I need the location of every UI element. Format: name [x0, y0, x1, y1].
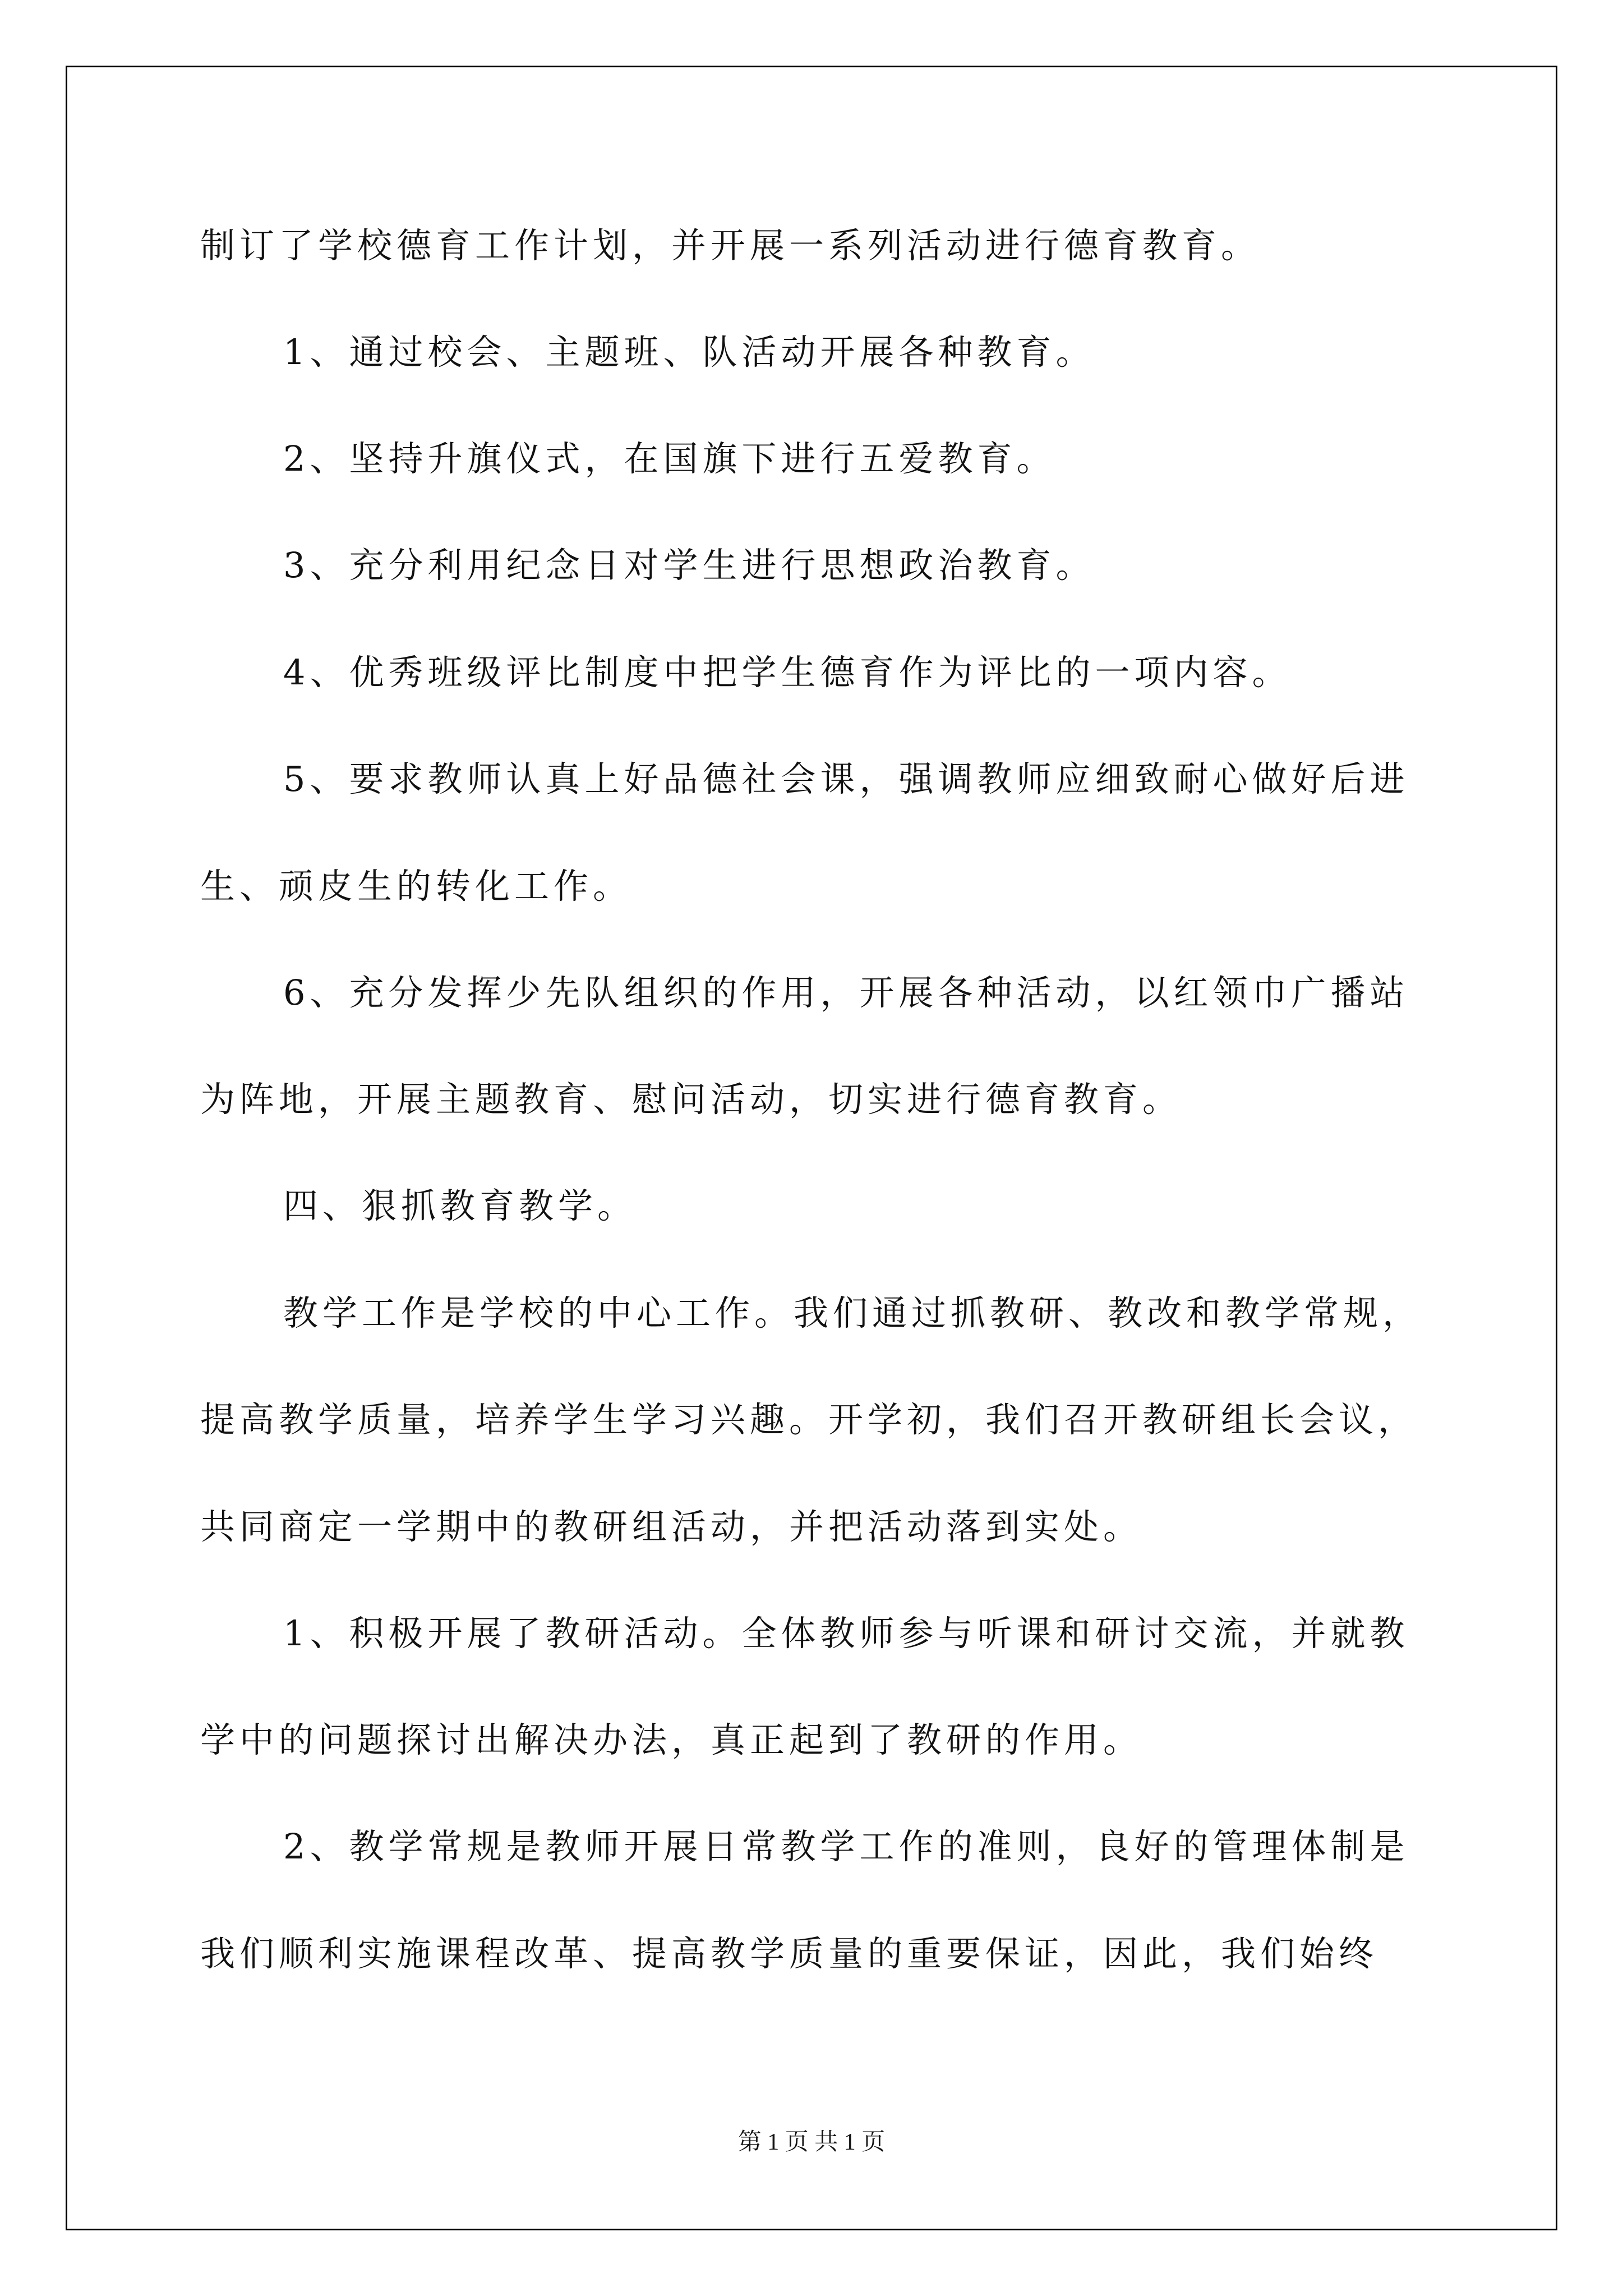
paragraph-line-7: 生、顽皮生的转化工作。	[200, 866, 633, 907]
paragraph-line-5: 4、优秀班级评比制度中把学生德育作为评比的一项内容。	[283, 652, 1292, 693]
paragraph-line-11: 教学工作是学校的中心工作。我们通过抓教研、教改和教学常规，	[283, 1292, 1422, 1333]
page-border	[66, 66, 1557, 2230]
paragraph-line-14: 1、积极开展了教研活动。全体教师参与听课和研讨交流，并就教	[283, 1613, 1409, 1654]
paragraph-line-17: 我们顺利实施课程改革、提高教学质量的重要保证，因此，我们始终	[200, 1933, 1378, 1974]
paragraph-line-15: 学中的问题探讨出解决办法，真正起到了教研的作用。	[200, 1719, 1143, 1760]
paragraph-line-6: 5、要求教师认真上好品德社会课，强调教师应细致耐心做好后进	[283, 758, 1409, 799]
paragraph-line-8: 6、充分发挥少先队组织的作用，开展各种活动，以红领巾广播站	[283, 972, 1409, 1013]
paragraph-line-2: 1、通过校会、主题班、队活动开展各种教育。	[283, 332, 1095, 372]
paragraph-line-13: 共同商定一学期中的教研组活动，并把活动落到实处。	[200, 1506, 1143, 1547]
paragraph-line-1: 制订了学校德育工作计划，并开展一系列活动进行德育教育。	[200, 225, 1261, 266]
page-number-footer: 第 1 页 共 1 页	[737, 2129, 886, 2155]
paragraph-line-12: 提高教学质量，培养学生学习兴趣。开学初，我们召开教研组长会议，	[200, 1399, 1418, 1440]
paragraph-line-4: 3、充分利用纪念日对学生进行思想政治教育。	[283, 545, 1095, 586]
paragraph-line-16: 2、教学常规是教师开展日常教学工作的准则，良好的管理体制是	[283, 1826, 1409, 1867]
paragraph-line-9: 为阵地，开展主题教育、慰问活动，切实进行德育教育。	[200, 1079, 1182, 1120]
section-heading: 四、狠抓教育教学。	[283, 1185, 637, 1226]
paragraph-line-3: 2、坚持升旗仪式，在国旗下进行五爱教育。	[283, 438, 1056, 479]
